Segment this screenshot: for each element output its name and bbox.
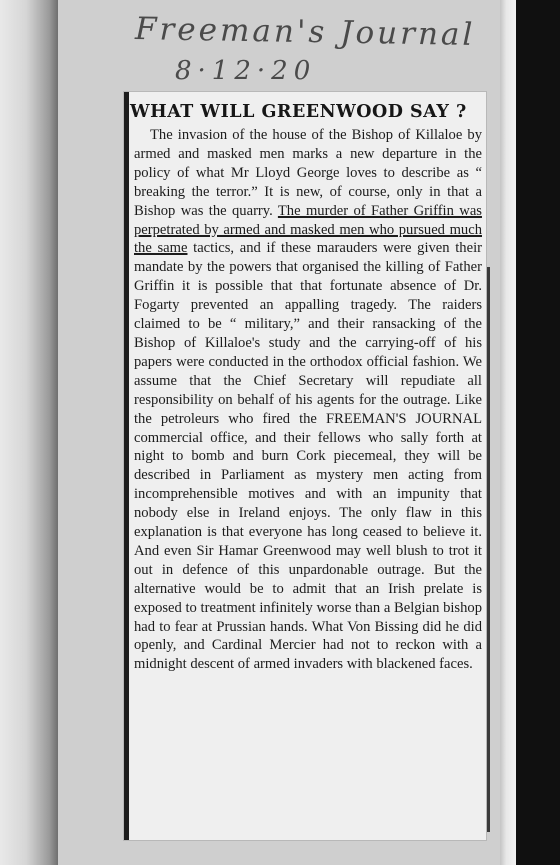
article-text-after: tactics, and if these marauders were given their mandate by the powers that organised the killing of Father Griffin it is possible that that fortunate absence of Dr. Fogarty prevented an appalling tragedy. The raiders claimed to be “ military,” and their ransacking of the Bishop of Killaloe's study and the carrying-off of his papers were conducted in the orthodox official fashion. We assume that the Chief Secretary will repudiate all responsibility on behalf of his agents for the outrage. Like the petroleurs who fired the FREEMAN'S JOURNAL commercial office, and their fellows who sally forth at night to bomb and burn Cork piecemeal, they will be described in Parliament as mystery men acting from incomprehensible motives and with an impunity that nobody else in Ireland enjoys. The only flaw in this explanation is that everyone has long ceased to believe it. And even Sir Hamar Greenwood may well blush to trot it out in defence of this unpardonable outrage. But the alternative would be to admit that an Irish prelate is exposed to treatment infinitely worse than a Belgian bishop had to fear at Prussian hands. What Von Bissing did he did openly, and Cardinal Mercier had not to reckon with a midnight descent of armed invaders with blackened faces. [134,240,482,673]
article-headline: WHAT WILL GREENWOOD SAY ? [130,102,467,122]
scan-right-edge [516,0,560,865]
scan-left-edge [0,0,58,865]
article-body [134,126,482,674]
article-text-before: The invasion of the house of the Bishop of Killaloe by armed and masked men marks a new departure in the policy of what Mr Lloyd George loves to describe as “ breaking the terror.” It is new, of course, only in that a Bishop was the quarry. [134,127,482,219]
article-paragraph [134,126,482,674]
handwritten-date: 8·12·20 [175,56,317,86]
newspaper-clipping [124,92,486,840]
handwritten-annotation [135,10,495,94]
underlined-passage: The murder of Father Griffin was perpetrated by armed and masked men who pursued much the same [134,202,482,257]
scan-right-shadow [500,0,516,865]
handwritten-source: Freeman's Journal [134,11,476,53]
